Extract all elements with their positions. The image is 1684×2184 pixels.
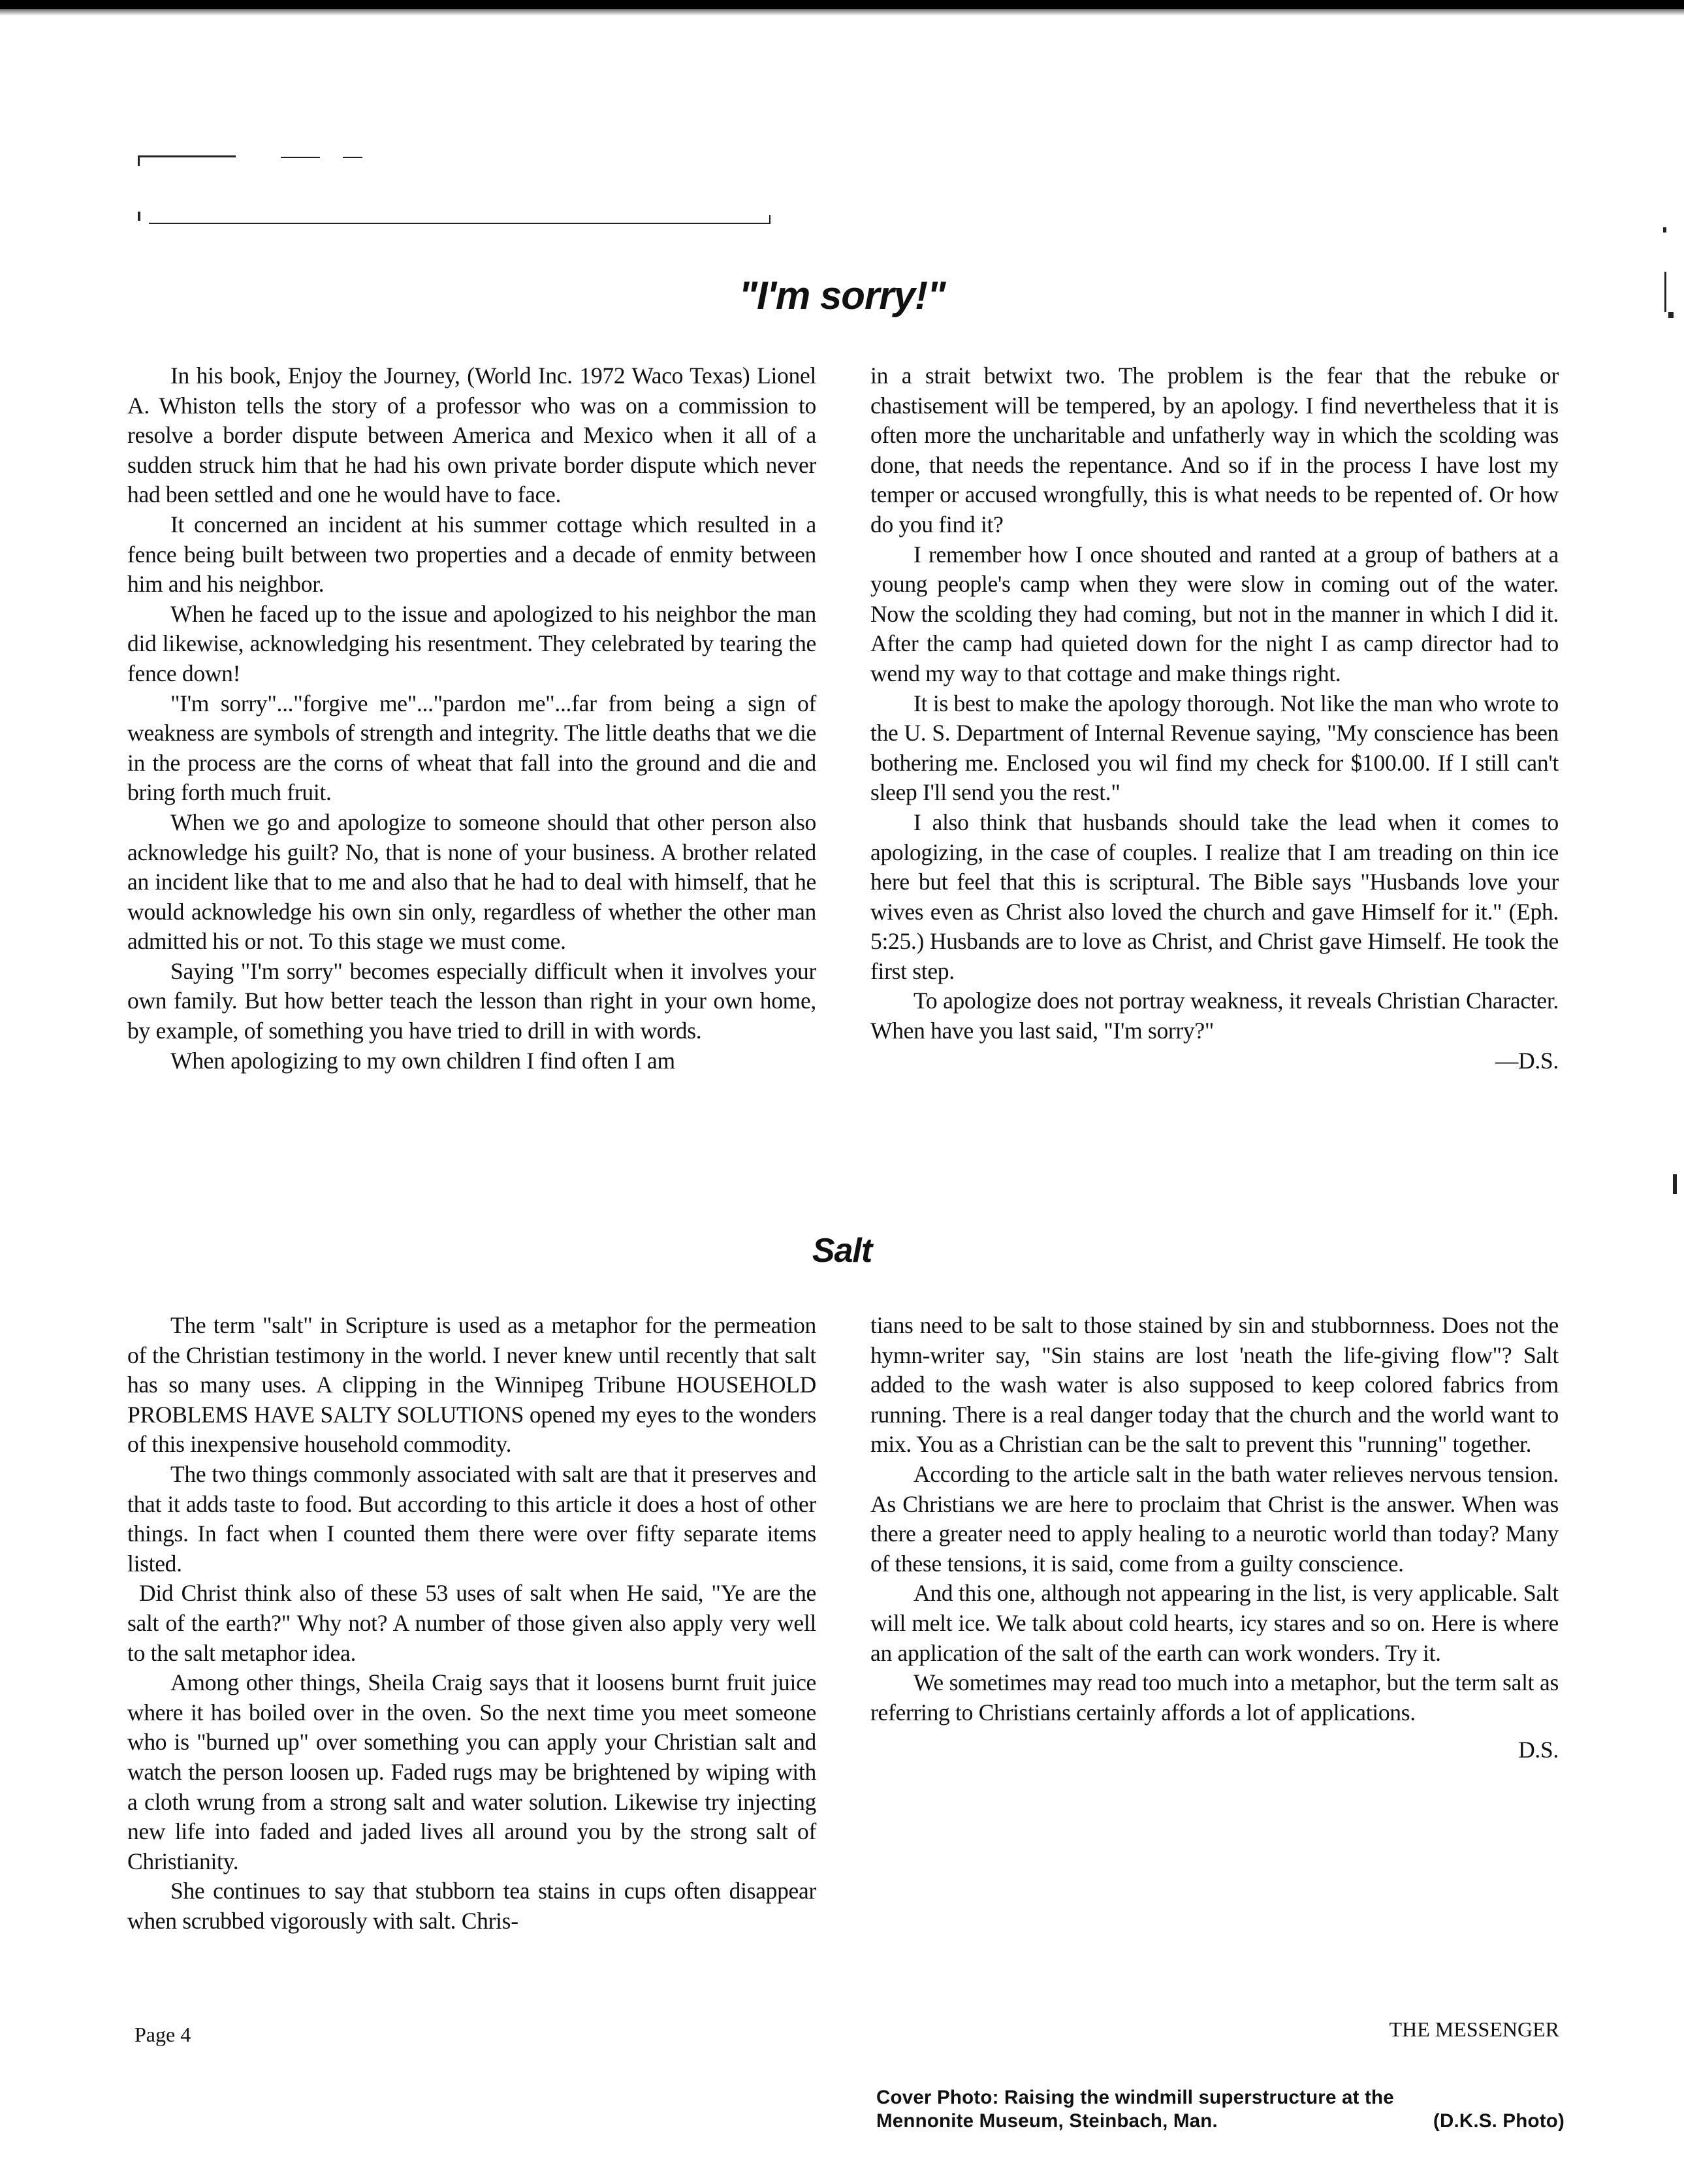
margin-mark <box>138 212 140 221</box>
paragraph: And this one, although not appearing in the list, is very applicable. Salt will melt ice. We talk about cold hearts, icy stares and so on. Here is where an application of the salt of the earth can work wonders. Try it. <box>870 1580 1559 1666</box>
photo-credit: (D.K.S. Photo) <box>1433 2110 1565 2132</box>
paragraph: Did Christ think also of these 53 uses of salt when He said, "Ye are the salt of the earth?" Why not? A number of those given also apply very well to the salt metaphor idea. <box>127 1580 816 1666</box>
caption-line-2 <box>876 2110 1565 2133</box>
salt-column-1 <box>127 1311 816 1936</box>
margin-mark <box>138 155 140 166</box>
caption-line-1 <box>876 2086 1565 2110</box>
caption-text: Cover Photo: Raising the windmill superstructure at the <box>876 2087 1394 2108</box>
paragraph: When apologizing to my own children I find often I am <box>170 1047 675 1074</box>
scan-top-shadow <box>0 9 1684 16</box>
margin-mark <box>149 223 769 224</box>
article-title-salt: Salt <box>812 1232 872 1270</box>
page-number: Page 4 <box>135 2023 191 2046</box>
paragraph: The term "salt" in Scripture is used as a metaphor for the permeation of the Christian testimony in the world. I never knew until recently that salt has so many uses. A clipping in the Winnipeg Tribune HOUSEHOLD PROBLEMS HAVE SALTY SOLUTIONS opened my eyes to the wonders of this inexpensive household commodity. <box>127 1312 816 1458</box>
paragraph: It concerned an incident at his summer cottage which resulted in a fence being built between two properties and a decade of enmity between him and his neighbor. <box>127 511 816 598</box>
paragraph: The two things commonly associated with salt are that it preserves and that it adds taste to food. But according to this article it does a host of other things. In fact when I counted them there were over fifty separate items listed. <box>127 1460 816 1577</box>
paragraph: In his book, Enjoy the Journey, (World Inc. 1972 Waco Texas) Lionel A. Whiston tells the story of a professor who was on a commission to resolve a border dispute between America and Mexico when it all of a sudden struck him that he had his own private border dispute which never had been settled and one he would have to face. <box>127 362 816 508</box>
signature: —D.S. <box>1495 1047 1559 1074</box>
margin-mark <box>769 215 771 224</box>
paragraph: When we go and apologize to someone should that other person also acknowledge his guilt? No, that is none of your business. A brother related an incident like that to me and also that he had to deal with himself, that he would acknowledge his own sin only, regardless of whether the other man admitted his or not. To this stage we must come. <box>127 809 816 955</box>
margin-mark <box>1673 1174 1677 1194</box>
salt-column-2 <box>870 1311 1559 1765</box>
paragraph: According to the article salt in the bath water relieves nervous tension. As Christians we are here to proclaim that Christ is the answer. When was there a greater need to apply healing to a neurotic world than today? Many of these tensions, it is said, come from a guilty conscience. <box>870 1460 1559 1577</box>
paragraph: I also think that husbands should take the lead when it comes to apologizing, in the case of couples. I realize that I am treading on thin ice here but feel that this is scriptural. The Bible says "Husbands love your wives even as Christ also loved the church and gave Himself for it." (Eph. 5:25.) Husbands are to love as Christ, and Christ gave Himself. He took the first step. <box>870 809 1559 984</box>
paragraph: She continues to say that stubborn tea stains in cups often disappear when scrubbed vigorously with salt. Chris- <box>127 1878 816 1934</box>
margin-mark <box>1663 227 1666 233</box>
article-title-sorry: "I'm sorry!" <box>739 274 945 317</box>
paragraph: "I'm sorry"..."forgive me"..."pardon me"...far from being a sign of weakness are symbols of strength and integrity. The little deaths that we die in the process are the corns of wheat that fall into the ground and die and bring forth much fruit. <box>127 690 816 806</box>
paragraph: Saying "I'm sorry" becomes especially difficult when it involves your own family. But how better teach the lesson than right in your own home, by example, of something you have tried to drill in with words. <box>127 957 816 1044</box>
margin-mark <box>343 157 362 158</box>
paragraph: When he faced up to the issue and apologized to his neighbor the man did likewise, acknowledging his resentment. They celebrated by tearing the fence down! <box>127 600 816 686</box>
scan-top-edge <box>0 0 1684 9</box>
sorry-column-2 <box>870 361 1559 1076</box>
cover-photo-caption <box>876 2086 1565 2133</box>
paragraph: in a strait betwixt two. The problem is the fear that the rebuke or chastisement will be tempered, by an apology. I find nevertheless that it is often more the uncharitable and unfatherly way in which the scolding was done, that needs the repentance. And so if in the process I have lost my temper or accused wrongfully, this is what needs to be repented of. Or how do you find it? <box>870 362 1559 538</box>
paragraph: Among other things, Sheila Craig says that it loosens burnt fruit juice where it has boiled over in the oven. So the next time you meet someone who is "burned up" over something you can apply your Christian salt and watch the person loosen up. Faded rugs may be brightened by wiping with a cloth wrung from a strong salt and water solution. Likewise try injecting new life into faded and jaded lives all around you by the strong salt of Christianity. <box>127 1669 816 1874</box>
paragraph: I remember how I once shouted and ranted at a group of bathers at a young people's camp when they were slow in coming out of the water. Now the scolding they had coming, but not in the manner in which I did it. After the camp had quieted down for the night I as camp director had to wend my way to that cottage and make things right. <box>870 541 1559 686</box>
margin-mark <box>281 157 320 158</box>
signature: D.S. <box>1518 1737 1559 1763</box>
paragraph: tians need to be salt to those stained by sin and stubbornness. Does not the hymn-writer say, "Sin stains are lost 'neath the life-giving flow"? Salt added to the wash water is also supposed to keep colored fabrics from running. There is a real danger today that the church and the world want to mix. You as a Christian can be the salt to prevent this "running" together. <box>870 1312 1559 1458</box>
caption-text: Mennonite Museum, Steinbach, Man. <box>876 2110 1218 2132</box>
publication-name: THE MESSENGER <box>1389 2017 1559 2041</box>
paragraph: It is best to make the apology thorough. Not like the man who wrote to the U. S. Department of Internal Revenue saying, "My conscience has been bothering me. Enclosed you wil find my check for $100.00. If I still can't sleep I'll send you the rest." <box>870 690 1559 806</box>
margin-mark <box>138 155 236 157</box>
paragraph: To apologize does not portray weakness, it reveals Christian Character. When have you last said, "I'm sorry?" <box>870 988 1559 1044</box>
sorry-column-1 <box>127 361 816 1076</box>
paragraph: We sometimes may read too much into a metaphor, but the term salt as referring to Christians certainly affords a lot of applications. <box>870 1669 1559 1726</box>
